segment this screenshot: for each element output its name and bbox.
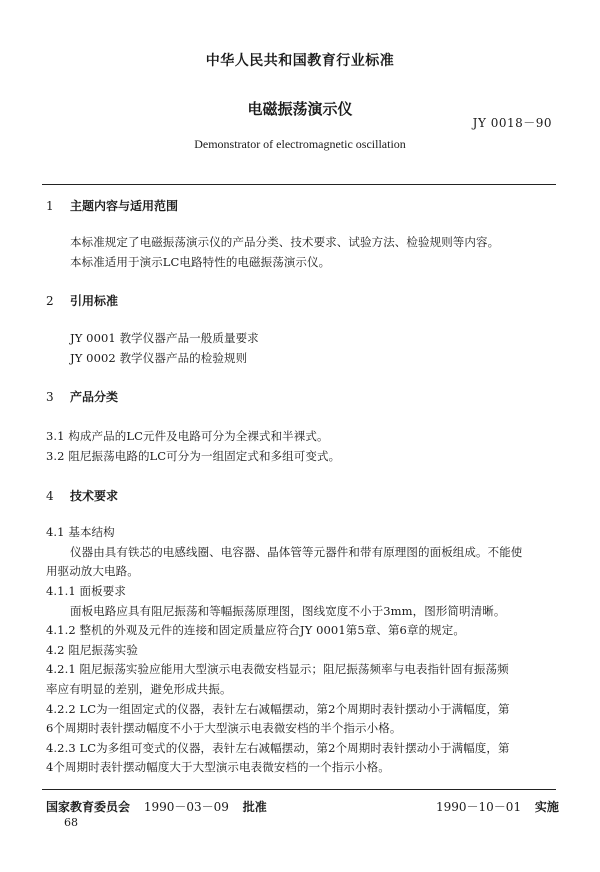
clause: 3.2 阻尼振荡电路的LC可分为一组固定式和多组可变式。 [46,449,341,463]
section-number: 3 [46,390,54,404]
page-number: 68 [64,816,78,829]
org-title: 中华人民共和国教育行业标准 [205,53,395,69]
clause: 4.2.1 阻尼振荡实验应能用大型演示电表微安档显示；阻尼振荡频率与电表指针固有振荡频 [46,662,509,676]
section-title: 主题内容与适用范围 [70,199,179,213]
clause: 4.1 基本结构 [46,525,115,539]
english-title: Demonstrator of electromagnetic oscillation [194,137,406,151]
section-2-heading [46,292,118,309]
reference-item: JY 0001 教学仪器产品一般质量要求 [70,331,259,345]
paragraph: 4个周期时表针摆动幅度大于大型演示电表微安档的一个指示小格。 [46,760,390,774]
effective-info [436,798,559,815]
clause: 4.2.2 LC为一组固定式的仪器，表针左右减幅摆动，第2个周期时表针摆动小于满幅度，第 [46,702,510,716]
effective-date: 1990－10－01 [436,800,522,814]
header-rule [42,184,556,185]
clause: 4.2 阻尼振荡实验 [46,643,138,657]
paragraph: 仪器由具有铁芯的电感线圈、电容器、晶体管等元器件和带有原理图的面板组成。不能使 [70,545,523,559]
clause: 3.1 构成产品的LC元件及电路可分为全裸式和半裸式。 [46,429,329,443]
section-3-heading [46,388,118,405]
section-4-heading [46,487,118,504]
section-number: 2 [46,294,54,308]
clause: 4.2.3 LC为多组可变式的仪器，表针左右减幅摆动，第2个周期时表针摆动小于满幅度，第 [46,741,510,755]
section-title: 产品分类 [70,390,119,404]
reference-item: JY 0002 教学仪器产品的检验规则 [70,351,248,365]
clause: 4.1.2 整机的外观及元件的连接和固定质量应符合JY 0001第5章、第6章的规定。 [46,623,465,637]
paragraph: 6个周期时表针摆动幅度不小于大型演示电表微安档的半个指示小格。 [46,721,402,735]
doc-title: 电磁振荡演示仪 [247,100,353,118]
standard-code: JY 0018－90 [472,116,552,130]
section-title: 引用标准 [70,294,119,308]
paragraph: 用驱动放大电路。 [46,564,139,578]
approve-date: 1990－03－09 [143,800,229,814]
paragraph: 率应有明显的差别，避免形成共振。 [46,682,232,696]
approve-label: 批准 [242,800,267,814]
effective-label: 实施 [534,800,559,814]
clause: 4.1.1 面板要求 [46,584,126,598]
approval-info [46,798,267,815]
paragraph: 面板电路应具有阻尼振荡和等幅振荡原理图，图线宽度不小于3mm，图形简明清晰。 [70,604,506,618]
issuer: 国家教育委员会 [46,800,131,814]
section-title: 技术要求 [70,489,119,503]
section-1-heading [46,197,178,214]
paragraph: 本标准适用于演示LC电路特性的电磁振荡演示仪。 [70,255,331,269]
footer-rule [42,789,556,790]
paragraph: 本标准规定了电磁振荡演示仪的产品分类、技术要求、试验方法、检验规则等内容。 [70,235,500,249]
section-number: 4 [46,489,54,503]
section-number: 1 [46,199,54,213]
